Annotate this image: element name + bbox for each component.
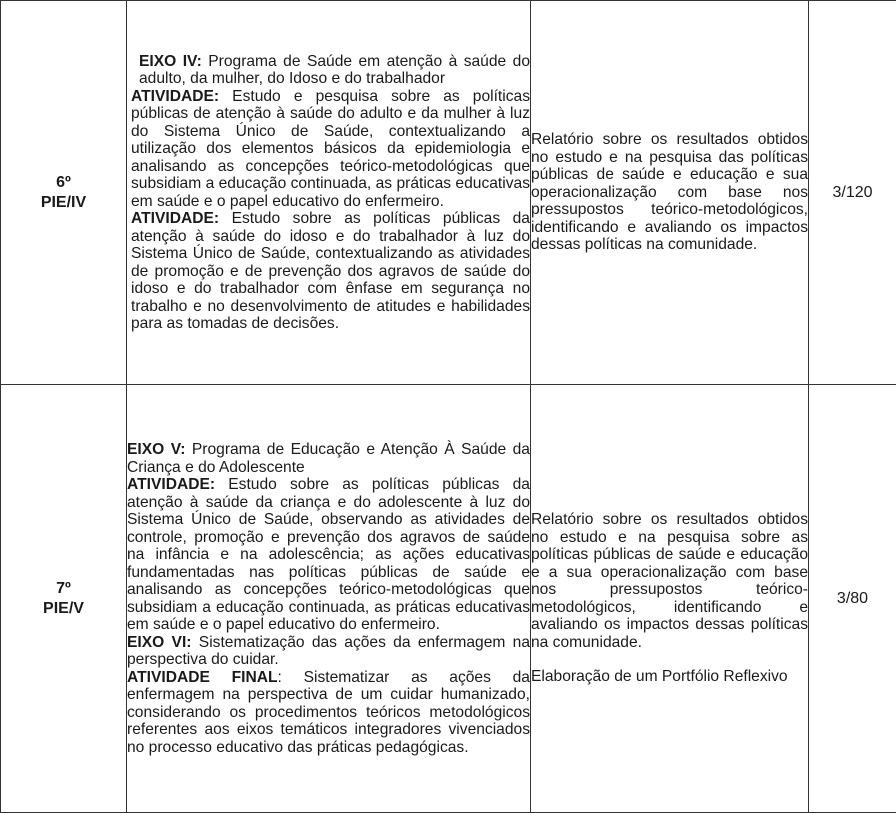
hours-cell: 3/80 — [809, 385, 896, 813]
evaluation-text: Elaboração de um Portfólio Reflexivo — [531, 668, 808, 686]
module-code: PIE/IV — [1, 193, 126, 213]
hours-cell: 3/120 — [809, 1, 896, 385]
evaluation-cell — [531, 1, 809, 385]
evaluation-text: Relatório sobre os resultados obtidos no estudo e na pesquisa sobre as políticas públicas de saúde e educação e a sua operacionalização com base nos pressupostos teórico-metodológicos, identificando e avaliando os impactos dessas políticas na comunidade. — [531, 511, 808, 651]
table-row — [1, 1, 896, 385]
block-axis: EIXO IV: Programa de Saúde em atenção à saúde do adulto, da mulher, do Idoso e do trabalhador — [127, 53, 530, 88]
table-row — [1, 385, 896, 813]
block-axis: EIXO VI: Sistematização das ações da enfermagem na perspectiva do cuidar. — [127, 634, 530, 669]
block-activity: ATIVIDADE: Estudo sobre as políticas públicas da atenção à saúde do idoso e do trabalhador à luz do Sistema Único de Saúde, contextualizando as atividades de promoção e de prevenção dos agravos de saúde do idoso e do trabalhador com ênfase em segurança no trabalho e no desenvolvimento de atitudes e habilidades para as tomadas de decisões. — [127, 210, 530, 333]
content-cell — [127, 1, 531, 385]
period-number: 6º — [1, 173, 126, 193]
block-activity: ATIVIDADE: Estudo sobre as políticas públicas da atenção à saúde da criança e do adolescente à luz do Sistema Único de Saúde, observando as atividades de controle, promoção e prevenção dos agravos de saúde na infância e na adolescência; as ações educativas fundamentadas nas políticas públicas de saúde e analisando as concepções teórico-metodológicas que subsidiam a educação continuada, as práticas educativas em saúde e o papel educativo do enfermeiro. — [127, 476, 530, 634]
evaluation-cell — [531, 385, 809, 813]
block-axis: EIXO V: Programa de Educação e Atenção À Saúde da Criança e do Adolescente — [127, 441, 530, 476]
period-cell — [1, 385, 127, 813]
block-activity: ATIVIDADE: Estudo e pesquisa sobre as políticas públicas de atenção à saúde do adulto e da mulher à luz do Sistema Único de Saúde, contextualizando a utilização dos elementos básicos da epidemiologia e analisando as concepções teórico-metodológicas que subsidiam a educação continuada, as práticas educativas em saúde e o papel educativo do enfermeiro. — [127, 88, 530, 211]
period-cell — [1, 1, 127, 385]
module-code: PIE/V — [1, 599, 126, 619]
content-cell — [127, 385, 531, 813]
period-number: 7º — [1, 579, 126, 599]
block-final-activity: ATIVIDADE FINAL: Sistematizar as ações da enfermagem na perspectiva de um cuidar humanizado, considerando os procedimentos teóricos metodológicos referentes aos eixos temáticos integradores vivenciados no processo educativo das práticas pedagógicas. — [127, 669, 530, 757]
evaluation-text: Relatório sobre os resultados obtidos no estudo e na pesquisa das políticas públicas de saúde e educação e sua operacionalização com base nos pressupostos teórico-metodológicos, identificando e avaliando os impactos dessas políticas na comunidade. — [531, 131, 808, 254]
